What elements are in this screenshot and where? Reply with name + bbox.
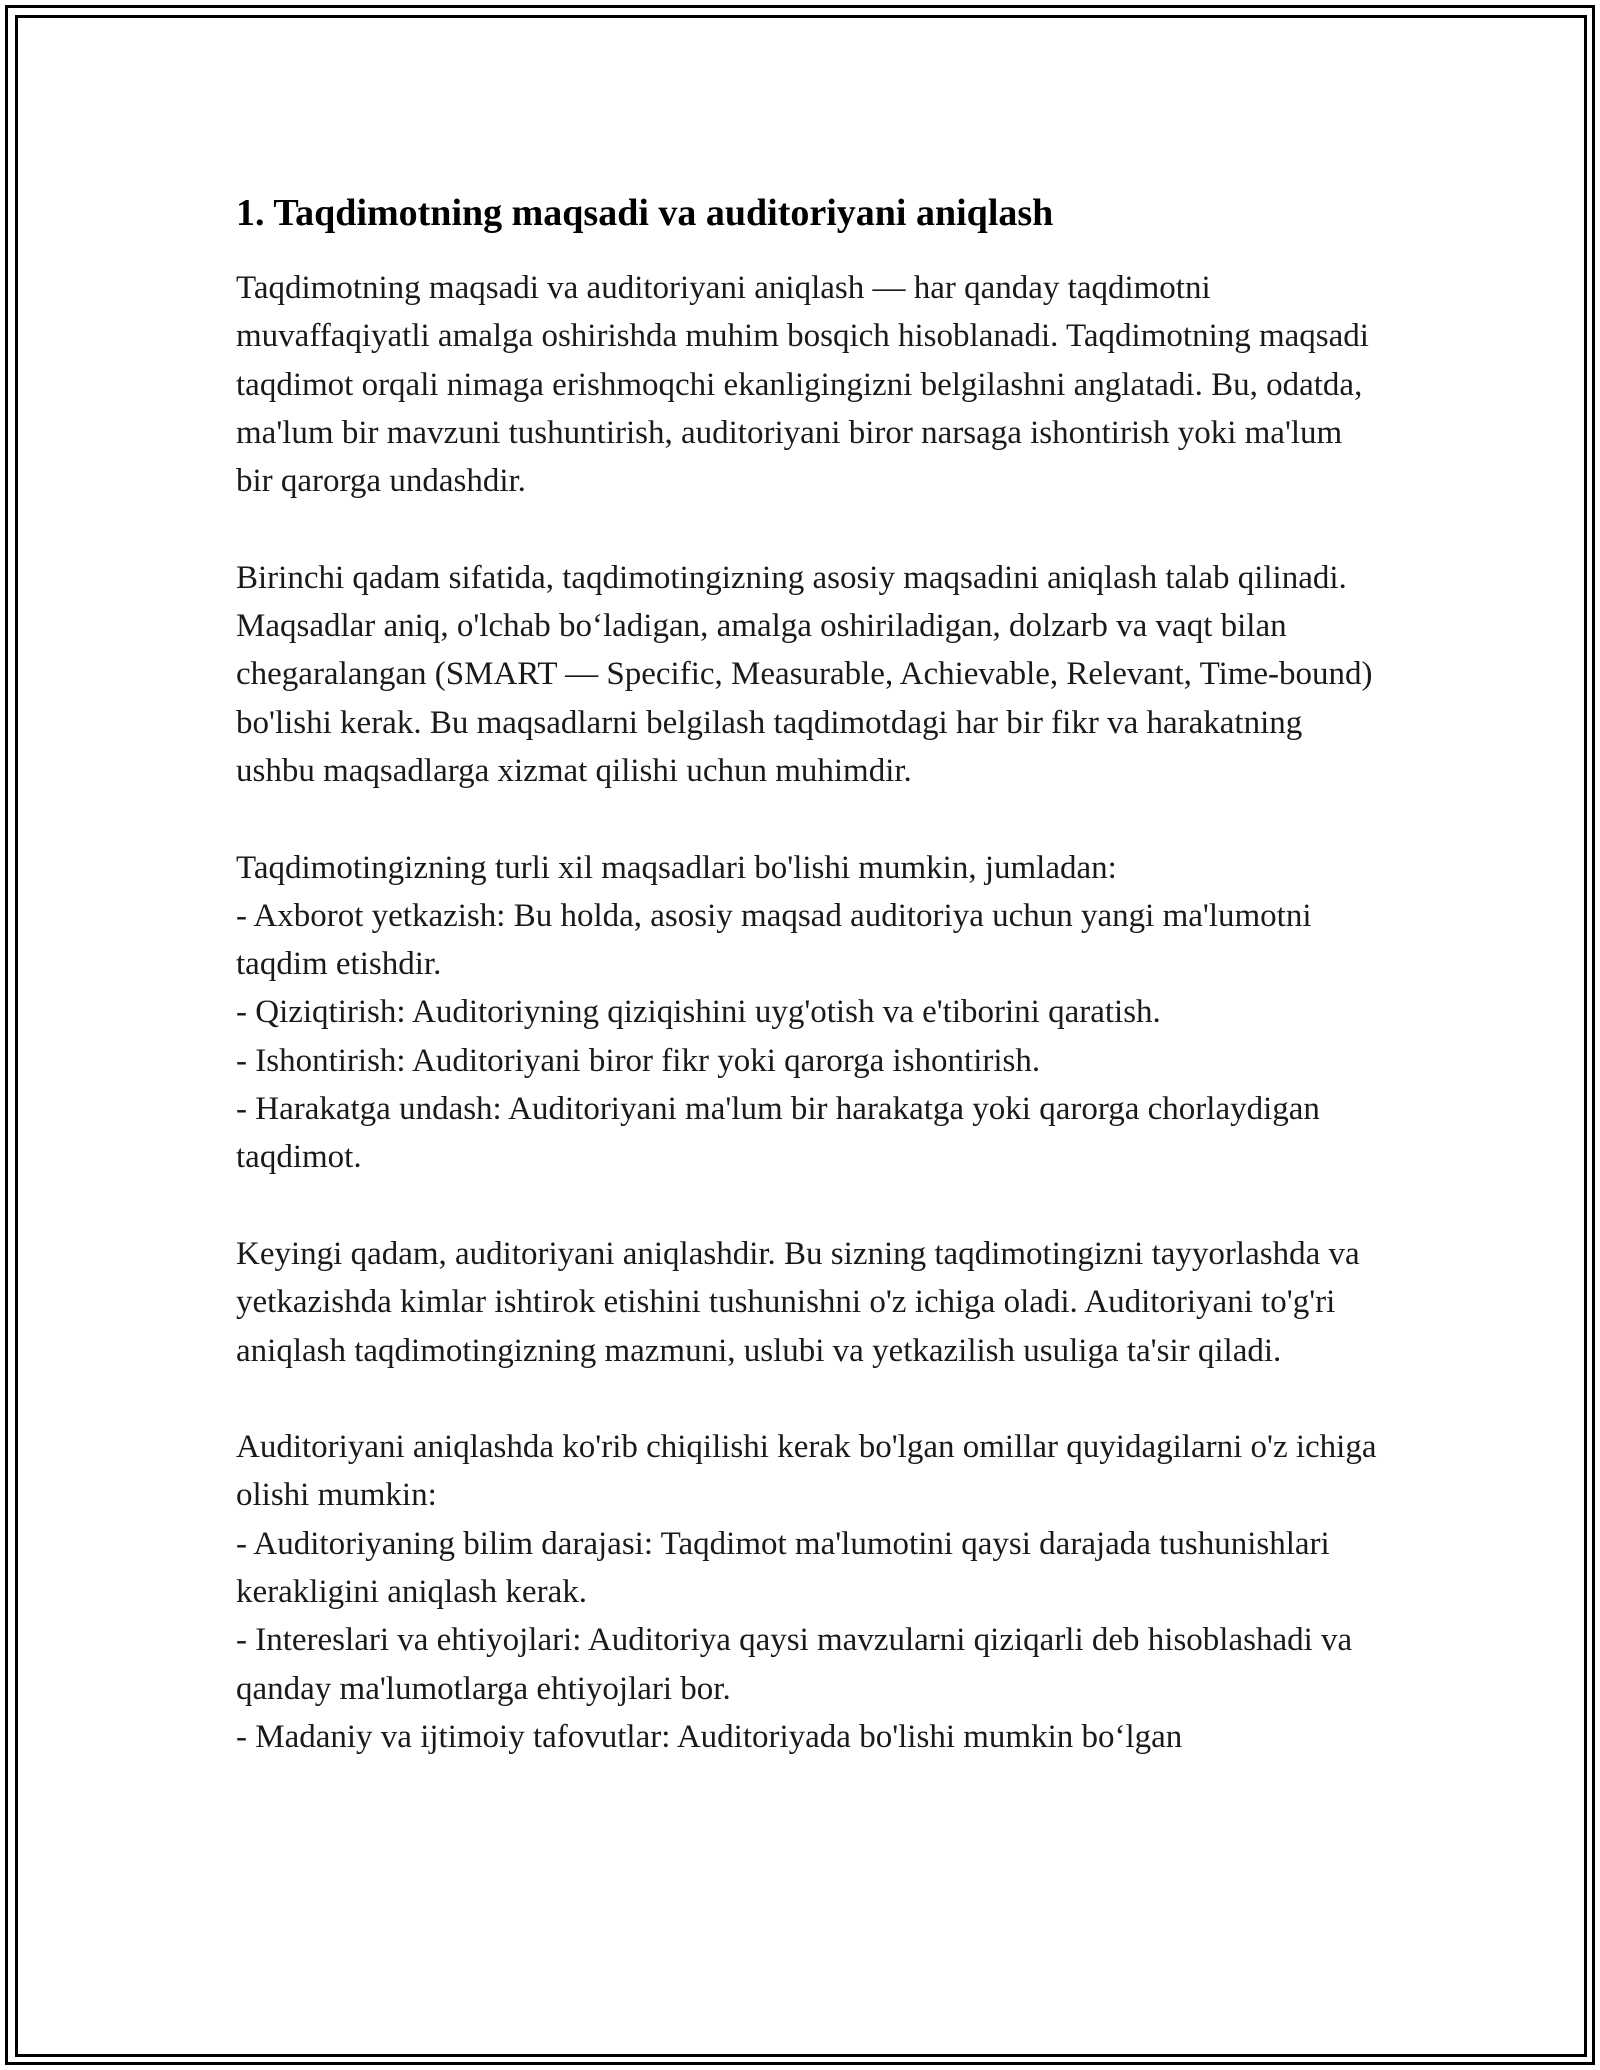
paragraph-audience: Keyingi qadam, auditoriyani aniqlashdir. Bu sizning taqdimotingizni tayyorlashda va yetkazishda kimlar ishtirok etishini tushunishni o'z ichiga oladi. Auditoriyani to'g'ri aniqlash taqdimotingizning mazmuni, uslubi va yetkazilish usuliga ta'sir qiladi. <box>236 1235 1360 1369</box>
document-body <box>236 180 1386 1761</box>
factors-section <box>236 1423 1386 1761</box>
list-item: - Ishontirish: Auditoriyani biror fikr yoki qarorga ishontirish. <box>236 1042 1041 1079</box>
goals-list <box>236 892 1386 1182</box>
list-item: - Axborot yetkazish: Bu holda, asosiy maqsad auditoriya uchun yangi ma'lumotni taqdim etishdir. <box>236 897 1312 983</box>
paragraph-smart-goals: Birinchi qadam sifatida, taqdimotingizning asosiy maqsadini aniqlash talab qilinadi. Maqsadlar aniq, o'lchab bo‘ladigan, amalga oshiriladigan, dolzarb va vaqt bilan chegaralangan (SMART — Specific, Measurable, Achievable, Relevant, Time-bound) bo'lishi kerak. Bu maqsadlarni belgilash taqdimotdagi har bir fikr va harakatning ushbu maqsadlarga xizmat qilishi uchun muhimdir. <box>236 559 1373 789</box>
list-item: - Qiziqtirish: Auditoriyning qiziqishini uyg'otish va e'tiborini qaratish. <box>236 994 1161 1031</box>
goals-intro: Taqdimotingizning turli xil maqsadlari bo'lishi mumkin, jumladan: <box>236 849 1117 886</box>
list-item: - Auditoriyaning bilim darajasi: Taqdimot ma'lumotini qaysi darajada tushunishlari kerakligini aniqlash kerak. <box>236 1525 1330 1611</box>
goals-section <box>236 844 1386 1182</box>
list-item: - Madaniy va ijtimoiy tafovutlar: Auditoriyada bo'lishi mumkin bo‘lgan <box>236 1718 1183 1755</box>
factors-list <box>236 1520 1386 1761</box>
paragraph-intro: Taqdimotning maqsadi va auditoriyani aniqlash — har qanday taqdimotni muvaffaqiyatli amalga oshirishda muhim bosqich hisoblanadi. Taqdimotning maqsadi taqdimot orqali nimaga erishmoqchi ekanligingizni belgilashni anglatadi. Bu, odatda, ma'lum bir mavzuni tushuntirish, auditoriyani biror narsaga ishontirish yoki ma'lum bir qarorga undashdir. <box>236 270 1369 500</box>
list-item: - Intereslari va ehtiyojlari: Auditoriya qaysi mavzularni qiziqarli deb hisoblashadi va qanday ma'lumotlarga ehtiyojlari bor. <box>236 1622 1353 1707</box>
list-item: - Harakatga undash: Auditoriyani ma'lum bir harakatga yoki qarorga chorlaydigan taqdimot. <box>236 1091 1320 1176</box>
factors-intro: Auditoriyani aniqlashda ko'rib chiqilishi kerak bo'lgan omillar quyidagilarni o'z ichiga olishi mumkin: <box>236 1429 1377 1514</box>
section-heading: 1. Taqdimotning maqsadi va auditoriyani aniqlash <box>236 192 1054 234</box>
